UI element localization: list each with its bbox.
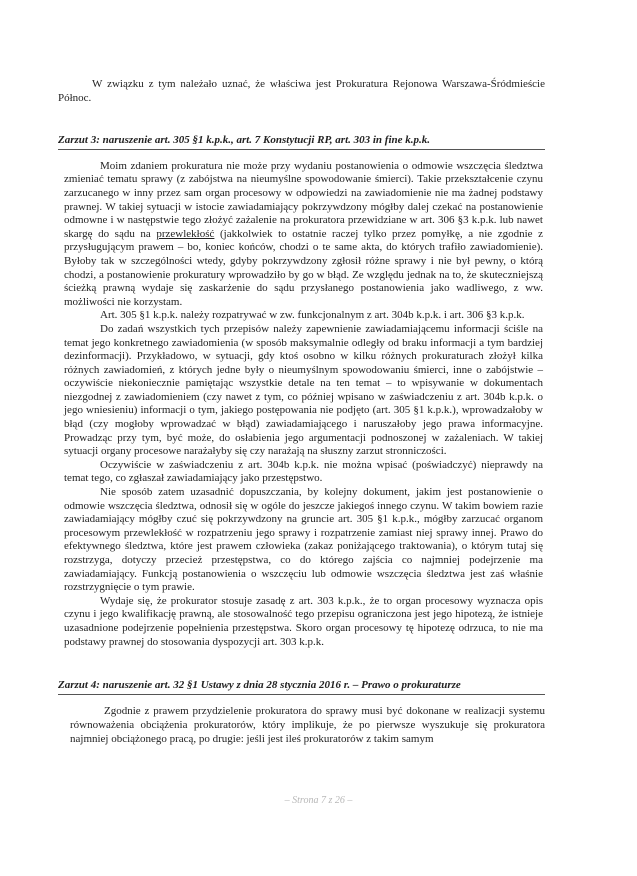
document-body: [58, 78, 545, 746]
zarzut-3-paragraph-2: Art. 305 §1 k.p.k. należy rozpatrywać w zw. funkcjonalnym z art. 304b k.p.k. i art. 306 §3 k.p.k.: [100, 309, 525, 322]
section-spacer: [58, 649, 545, 679]
paragraph-text: (jakkolwiek to ostatnie raczej tylko przez pomyłkę, a nie zgodnie z przysługującym prawem – bo, koniec końców, chodzi o te same akta, do których trafiło zawiadomienie). Byłoby tak w szczególności wtedy, gdyby pokrzywdzony zgłosił różne sprawy i nie był pewny, o którą chodzi, a postanowienie prokuratury wprowadziło by go w błąd. Ze względu jednak na to, że skuteczniejszą ścieżką prawną wydaje się zaskarżenie do sądu przysłanego postanowienia jako wadliwego, z ww. możliwości nie korzystam.: [64, 227, 544, 308]
intro-paragraph: W związku z tym należało uznać, że właściwa jest Prokuratura Rejonowa Warszawa-Śródmieście Północ.: [58, 78, 545, 104]
zarzut-3-paragraph-4: Oczywiście w zaświadczeniu z art. 304b k.p.k. nie można wpisać (poświadczyć) nieprawdy na temat tego, co zgłaszał zawiadamiający jako przestępstwo.: [64, 458, 543, 485]
page-number-footer: – Strona 7 z 26 –: [284, 795, 353, 806]
underlined-term: przewlekłość: [156, 227, 215, 240]
paragraph-text: Moim zdaniem prokuratura nie może przy wydaniu postanowienia o odmowie wszczęcia śledztwa zmieniać tematu sprawy (z zabójstwa na nieumyślne spowodowanie śmierci). Takie przekształcenie czynu zarzucanego w inny przez sam organ procesowy w odpowiedzi na zawiadomienie nie ma żadnej podstawy prawnej. W takiej sytuacji w istocie zawiadamiający pokrzywdzony mógłby dalej czekać na postanowienie odmowne i w następstwie tego złożyć zażalenie na prokuratora przewidziane w art. 306 §3 k.p.k. lub nawet skargę do sądu na: [64, 159, 543, 240]
zarzut-4-paragraph-1: Zgodnie z prawem przydzielenie prokuratora do sprawy musi być dokonane w realizacji systemu równoważenia obciążenia prokuratorów, który implikuje, że po pierwsze wyszukuje się prokuratora najmniej obciążonego pracą, po drugie: jeśli jest ileś prokuratorów z takim samym: [70, 704, 545, 745]
section-zarzut-3: [64, 160, 543, 649]
section-heading-zarzut-4: Zarzut 4: naruszenie art. 32 §1 Ustawy z dnia 28 stycznia 2016 r. – Prawo o prokuraturze: [58, 679, 545, 695]
section-zarzut-4: [70, 705, 545, 747]
zarzut-3-paragraph-6: Wydaje się, że prokurator stosuje zasadę z art. 303 k.p.k., że to organ procesowy wyznacza opis czynu i jego kwalifikację prawną, ale stosowalność tego przepisu ograniczona jest jego hipotezą, że istnieje uzasadnione podejrzenie popełnienia przestępstwa. Skoro organ procesowy tę hipotezę odrzuca, to nie ma podstawy prawnej do stosowania dyspozycji art. 303 k.p.k.: [64, 594, 543, 648]
section-heading-zarzut-3: Zarzut 3: naruszenie art. 305 §1 k.p.k., art. 7 Konstytucji RP, art. 303 in fine k.p.k.: [58, 134, 545, 150]
zarzut-3-paragraph-5: Nie sposób zatem uzasadnić dopuszczania, by kolejny dokument, jakim jest postanowienie o odmowie wszczęcia śledztwa, odnosił się w ogóle do jeszcze jakiegoś innego czynu. W takim bowiem razie zawiadamiający mógłby czuć się pokrzywdzony na gruncie art. 305 §1 k.p.k., mógłby zarzucać organom procesowym przewlekłość w rozpatrzeniu jego sprawy i rozpatrzenie zamiast niej sprawy innej. Prawo do efektywnego śledztwa, które jest prawem człowieka (zakaz poniżającego traktowania), o którym tutaj się rozstrzyga, dotyczy przecież przestępstwa, co do którego zajścia co najmniej podejrzenie ma zawiadamiający. Funkcją postanowienia o wszczęciu lub odmowie wszczęcia śledztwa jest zaś właśnie rozstrzygnięcie o tym prawie.: [64, 486, 543, 594]
zarzut-3-paragraph-3: Do zadań wszystkich tych przepisów należy zapewnienie zawiadamiającemu informacji ściśle na temat jego konkretnego zawiadomienia (w sposób maksymalnie odległy od braku informacji a tym bardziej dezinformacji). Przykładowo, w sytuacji, gdy ktoś osobno w kilku różnych prokuraturach złożył kilka różnych zawiadomień, z których jedne były o nieumyślnym spowodowaniu śmierci, inne o zabójstwie – oczywiście niekoniecznie pamiętając wszystkie detale na ten temat – to wpisywanie w dokumentach niezgodnej z zawiadomieniem (czy nawet z tym, co później wpisano w zaświadczeniu z art. 304b k.p.k. o jego wniesieniu) informacji o tym, jakiego postępowania nie podjęto (art. 305 §1 k.p.k.), wprowadzałoby w błąd (czy mogłoby wprowadzać w błąd) zawiadamiającego i naruszałoby jego prawa informacyjne. Prowadząc przy tym, być może, do osłabienia jego argumentacji podnoszonej w zażaleniach. W takiej sytuacji organy procesowe narażałyby się czy narażają na słuszny zarzut stronniczości.: [64, 322, 543, 458]
zarzut-3-paragraph-1: [64, 160, 543, 310]
